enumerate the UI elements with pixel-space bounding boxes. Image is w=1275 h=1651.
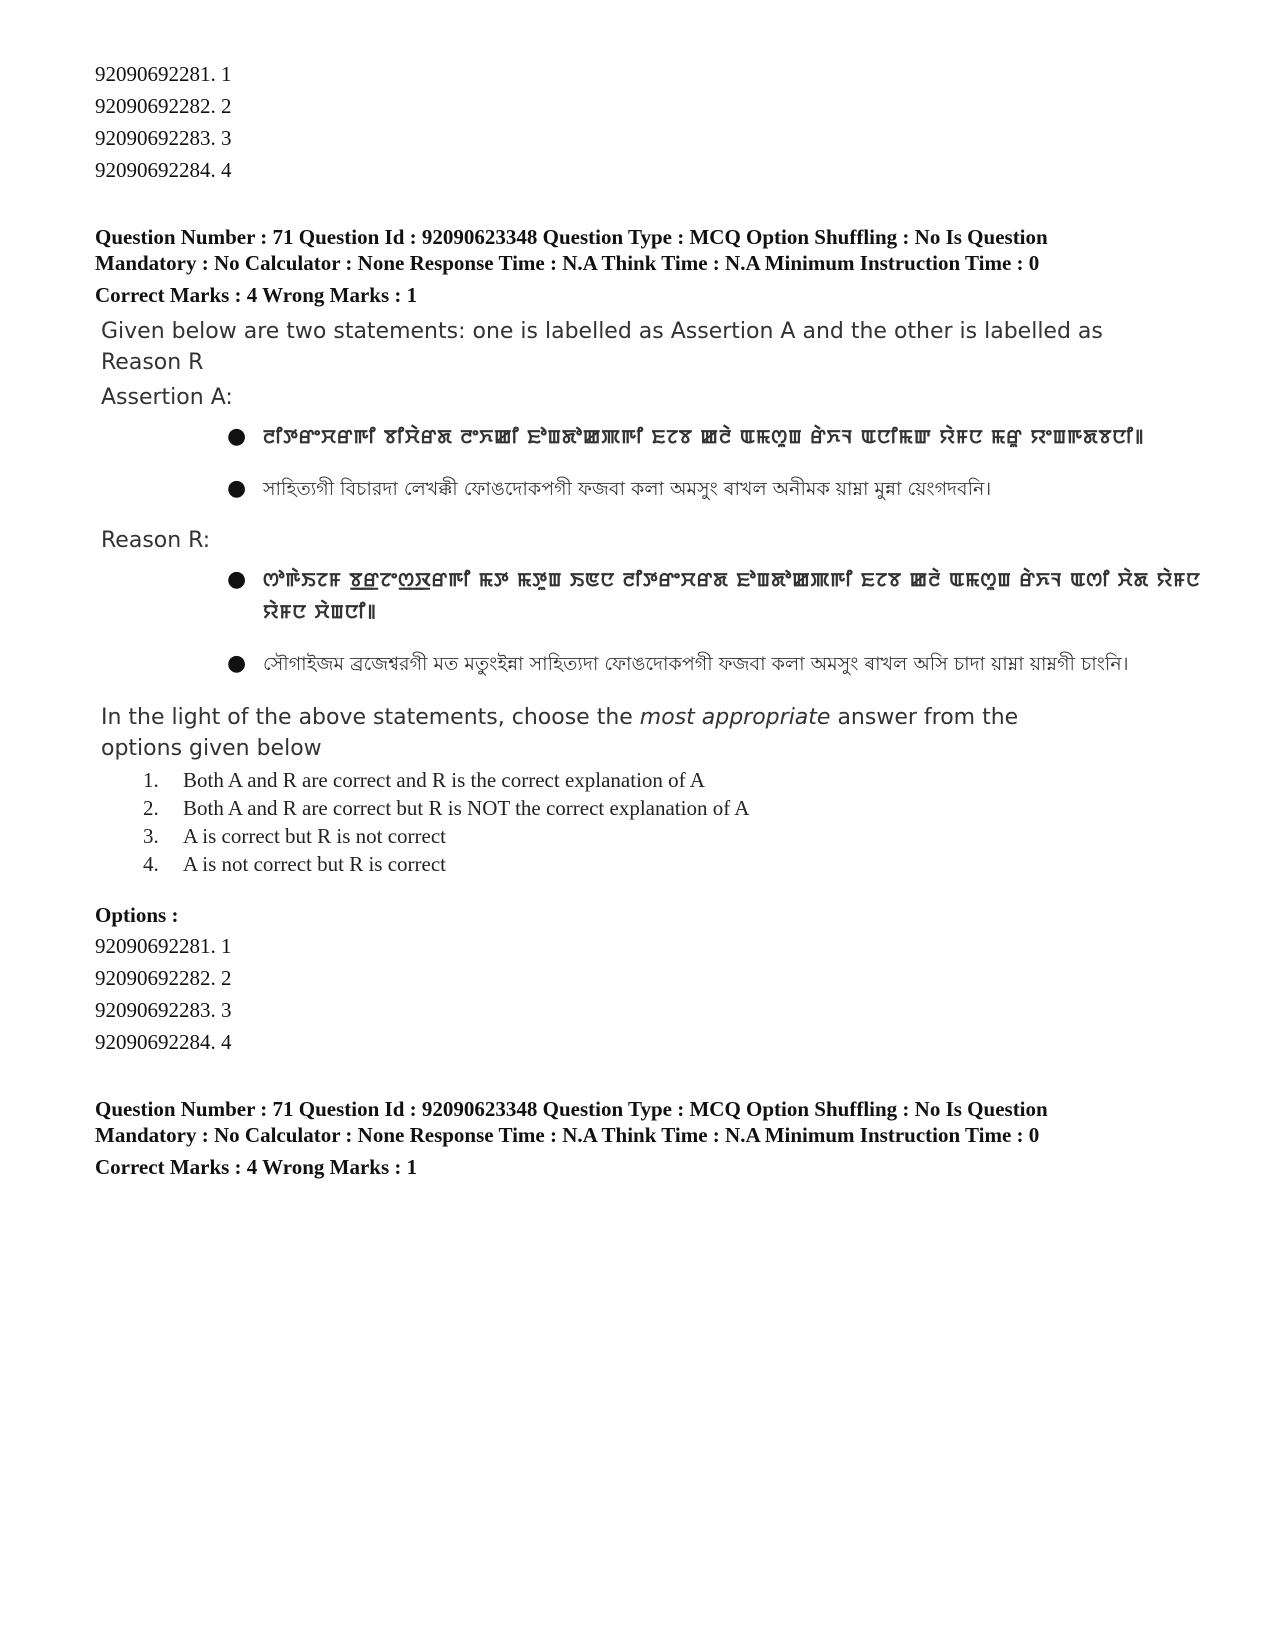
- assertion-meitei: [229, 421, 1201, 453]
- question-header: [95, 224, 1195, 308]
- question-meta-line: Question Number : 71 Question Id : 92090623348 Question Type : MCQ Option Shuffling : No Is Question: [95, 225, 1048, 249]
- option-line: 92090692283. 3: [95, 998, 232, 1022]
- question-meta-line: Question Number : 71 Question Id : 92090623348 Question Type : MCQ Option Shuffling : No Is Question: [95, 1097, 1048, 1121]
- option-line: 92090692282. 2: [95, 94, 232, 118]
- reason-bengali: [229, 648, 1201, 680]
- assertion-bengali-text: সাহিত্যগী বিচারদা লেখক্কী ফোঙদোকপগী ফজবা কলা অমসুং ৰাখল অনীমক য়াম্না মুন্না য়েংগদবনি।: [263, 478, 992, 500]
- reason-statements: [229, 564, 1201, 680]
- document-page: [95, 58, 1201, 1180]
- option-line: 92090692284. 4: [95, 158, 232, 182]
- choice-number: 3.: [143, 824, 159, 848]
- options-title: Options :: [95, 903, 179, 927]
- answer-choice: [143, 850, 1201, 878]
- answer-choices: [143, 766, 1201, 878]
- option-line: 92090692283. 3: [95, 126, 232, 150]
- choice-text: A is not correct but R is correct: [183, 852, 447, 876]
- top-options-list: [95, 58, 1195, 186]
- option-line: 92090692281. 1: [95, 934, 232, 958]
- answer-choice: [143, 766, 1201, 794]
- answer-choice: [143, 794, 1201, 822]
- spacer: [95, 186, 1195, 224]
- bullet-icon: ●: [227, 651, 247, 676]
- reason-label: Reason R:: [101, 528, 211, 553]
- question-meta-line: Mandatory : No Calculator : None Response Time : N.A Think Time : N.A Minimum Instruction Time : 0: [95, 1123, 1040, 1147]
- stem-line: Reason R: [101, 350, 204, 375]
- assertion-label: Assertion A:: [101, 385, 233, 410]
- reason-meitei-text: ꯁꯣꯒꯥꯏꯖꯝ ꯕ꯭ꯔꯖꯦꯁ꯭ꯋꯔꯒꯤ ꯃꯇ ꯃꯇꯨꯡ ꯏꯟꯅ ꯂꯤꯇꯔꯦꯆꯔꯗ ꯐꯣꯡꯗꯣꯀꯄꯒꯤ ꯐꯖꯕ ꯀꯂꯥ ꯑꯃꯁꯨꯡ ꯔꯥꯈꯜ ꯑꯁꯤ ꯆꯥꯗ ꯌꯥꯝꯅ ꯌꯥꯝꯅ ꯆꯥꯡꯅꯤ꯫: [263, 569, 1201, 623]
- bullet-icon: ●: [227, 424, 247, 449]
- question-stem: [101, 316, 1201, 378]
- reason-meitei: [229, 564, 1201, 628]
- choice-number: 1.: [143, 768, 159, 792]
- question-body: [101, 316, 1201, 878]
- spacer: [95, 1058, 1195, 1096]
- options-list: [95, 930, 1195, 1058]
- choice-text: Both A and R are correct but R is NOT the correct explanation of A: [183, 796, 750, 820]
- assertion-meitei-text: ꯂꯤꯇꯔꯦꯆꯔꯒꯤ ꯕꯤꯆꯥꯔꯗ ꯂꯦꯈꯀꯤ ꯐꯣꯡꯗꯣꯀꯄꯒꯤ ꯐꯖꯕ ꯀꯂꯥ ꯑꯃꯁꯨꯡ ꯔꯥꯈꯜ ꯑꯅꯤꯃꯛ ꯌꯥꯝꯅ ꯃꯔꯨ ꯌꯦꯡꯒꯗꯕꯅꯤ꯫: [263, 426, 1145, 448]
- reason-bengali-text: সৌগাইজম ব্রজেশ্বরগী মত মতুংইন্না সাহিত্যদা ফোঙদোকপগী ফজবা কলা অমসুং ৰাখল অসি চাদা য়াম্না য়াম্নগী চাংনি।: [263, 653, 1129, 675]
- option-line: 92090692282. 2: [95, 966, 232, 990]
- instruction-text: options given below: [101, 736, 322, 761]
- choice-text: Both A and R are correct and R is the correct explanation of A: [183, 768, 705, 792]
- question-meta-line: Mandatory : No Calculator : None Response Time : N.A Think Time : N.A Minimum Instruction Time : 0: [95, 251, 1040, 275]
- assertion-statements: [229, 421, 1201, 505]
- choice-number: 4.: [143, 852, 159, 876]
- answer-choice: [143, 822, 1201, 850]
- choice-text: A is correct but R is not correct: [183, 824, 447, 848]
- question-header: [95, 1096, 1195, 1180]
- assertion-bengali: [229, 473, 1201, 505]
- question-marks: Correct Marks : 4 Wrong Marks : 1: [95, 283, 418, 307]
- stem-line: Given below are two statements: one is labelled as Assertion A and the other is labelled as: [101, 319, 1103, 344]
- instruction-text: In the light of the above statements, choose the: [101, 705, 640, 730]
- instruction-text: answer from the: [830, 705, 1019, 730]
- choice-number: 2.: [143, 796, 159, 820]
- instruction-emphasis: most appropriate: [639, 705, 831, 730]
- question-instruction: [101, 702, 1201, 764]
- bullet-icon: ●: [227, 476, 247, 501]
- option-line: 92090692284. 4: [95, 1030, 232, 1054]
- option-line: 92090692281. 1: [95, 62, 232, 86]
- question-marks: Correct Marks : 4 Wrong Marks : 1: [95, 1155, 418, 1179]
- bullet-icon: ●: [227, 567, 247, 592]
